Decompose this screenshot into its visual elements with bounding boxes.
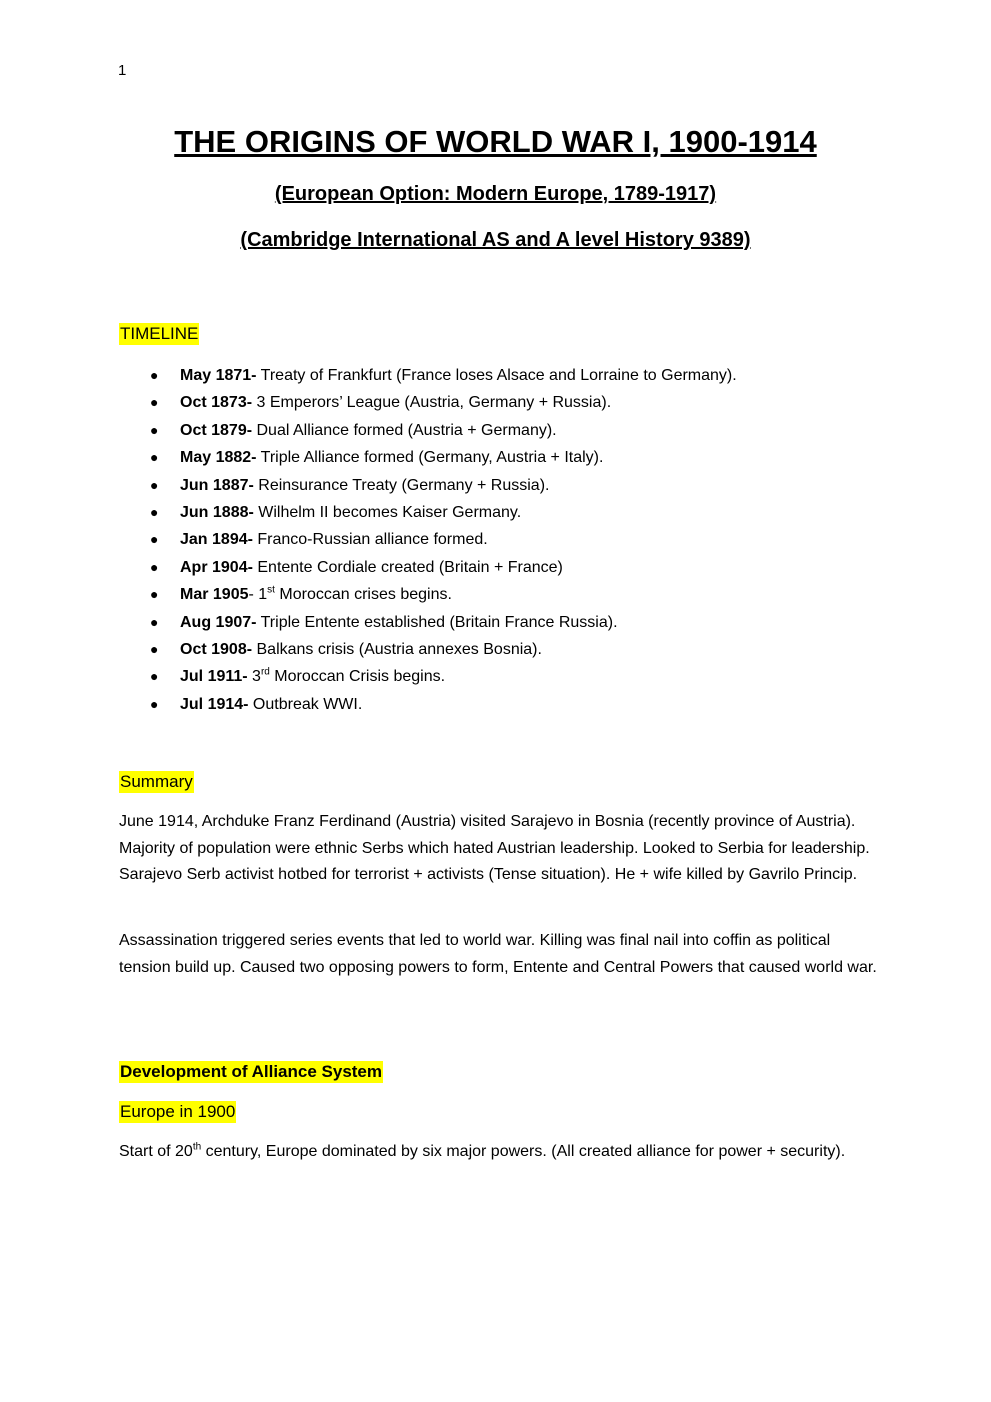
timeline-event: Triple Alliance formed (Germany, Austria + Italy). — [256, 449, 604, 467]
timeline-event: 3 — [247, 668, 261, 686]
page-number: 1 — [118, 62, 127, 79]
timeline-date: Jun 1888- — [180, 503, 254, 521]
timeline-event: Outbreak WWI. — [248, 695, 363, 713]
timeline-date: Jul 1914- — [180, 695, 249, 713]
document-title: THE ORIGINS OF WORLD WAR I, 1900-1914 — [174, 124, 817, 159]
bullet-icon: ● — [150, 640, 159, 657]
summary-paragraph-2: Assassination triggered series events that led to world war. Killing was final nail into coffin as political tension build up. Caused two opposing powers to form, Entente and Central Powers that caused world war. — [119, 932, 877, 976]
bullet-icon: ● — [150, 449, 159, 466]
bullet-icon: ● — [150, 421, 159, 438]
timeline-list — [150, 362, 737, 718]
timeline-date: Apr 1904- — [180, 558, 253, 576]
timeline-date: Aug 1907- — [180, 613, 257, 631]
timeline-date: May 1882- — [180, 449, 257, 467]
timeline-item — [150, 444, 737, 471]
timeline-ordinal-suffix: st — [267, 584, 275, 596]
europe-text-post: century, Europe dominated by six major powers. (All created alliance for power + security). — [201, 1143, 846, 1160]
timeline-date: Mar 1905 — [180, 586, 249, 604]
timeline-item — [150, 663, 737, 690]
timeline-ordinal-suffix: rd — [260, 666, 270, 678]
timeline-date: Jul 1911- — [180, 668, 248, 686]
timeline-date: Jan 1894- — [180, 531, 253, 549]
europe-text-sup: th — [192, 1141, 202, 1153]
timeline-item — [150, 581, 737, 608]
bullet-icon: ● — [150, 531, 159, 548]
timeline-item — [150, 362, 737, 389]
timeline-date: Jun 1887- — [180, 476, 254, 494]
timeline-item — [150, 554, 737, 581]
europe-text-pre: Start of 20 — [119, 1143, 193, 1160]
timeline-item — [150, 609, 737, 636]
bullet-icon: ● — [150, 695, 159, 712]
bullet-icon: ● — [150, 668, 159, 685]
title-block — [0, 120, 991, 254]
document-subtitle-option: (European Option: Modern Europe, 1789-1917) — [274, 183, 717, 205]
bullet-icon: ● — [150, 367, 159, 383]
timeline-date: Oct 1879- — [180, 421, 253, 439]
bullet-icon: ● — [150, 613, 159, 630]
document-subtitle-course: (Cambridge International AS and A level History 9389) — [240, 229, 751, 251]
timeline-event: Treaty of Frankfurt (France loses Alsace and Lorraine to Germany). — [256, 367, 737, 384]
bullet-icon: ● — [150, 476, 159, 493]
timeline-event: Entente Cordiale created (Britain + France) — [252, 558, 563, 576]
timeline-item — [150, 499, 737, 526]
timeline-event-continued: Moroccan Crisis begins. — [269, 668, 446, 686]
timeline-date: Oct 1873- — [180, 394, 253, 412]
europe-1900-heading: Europe in 1900 — [120, 1102, 236, 1121]
timeline-date: May 1871- — [180, 367, 257, 384]
timeline-item — [150, 472, 737, 499]
timeline-item — [150, 526, 737, 553]
bullet-icon: ● — [150, 558, 159, 575]
bullet-icon: ● — [150, 503, 159, 520]
timeline-event: - 1 — [248, 586, 268, 604]
timeline-item — [150, 636, 737, 663]
alliance-system-heading: Development of Alliance System — [120, 1062, 383, 1081]
summary-paragraph-1: June 1914, Archduke Franz Ferdinand (Austria) visited Sarajevo in Bosnia (recently province of Austria). Majority of population were ethnic Serbs which hated Austrian leadership. Looked to Serbia for leadership. Sarajevo Serb activist hotbed for terrorist + activists (Tense situation). He + wife killed by Gavrilo Princip. — [119, 813, 870, 883]
bullet-icon: ● — [150, 586, 159, 603]
timeline-item — [150, 691, 737, 718]
timeline-event: 3 Emperors’ League (Austria, Germany + Russia). — [252, 394, 612, 412]
timeline-item — [150, 389, 737, 416]
timeline-date: Oct 1908- — [180, 640, 253, 658]
timeline-item — [150, 417, 737, 444]
bullet-icon: ● — [150, 394, 159, 411]
timeline-event-continued: Moroccan crises begins. — [274, 586, 452, 604]
europe-1900-paragraph — [119, 1139, 879, 1166]
timeline-heading: TIMELINE — [120, 324, 199, 343]
timeline-event: Balkans crisis (Austria annexes Bosnia). — [252, 640, 542, 658]
summary-heading: Summary — [120, 772, 193, 791]
timeline-event: Reinsurance Treaty (Germany + Russia). — [253, 476, 550, 494]
timeline-event: Dual Alliance formed (Austria + Germany). — [252, 421, 557, 439]
timeline-event: Wilhelm II becomes Kaiser Germany. — [253, 503, 522, 521]
timeline-event: Triple Entente established (Britain France Russia). — [256, 613, 618, 631]
timeline-event: Franco-Russian alliance formed. — [252, 531, 488, 549]
